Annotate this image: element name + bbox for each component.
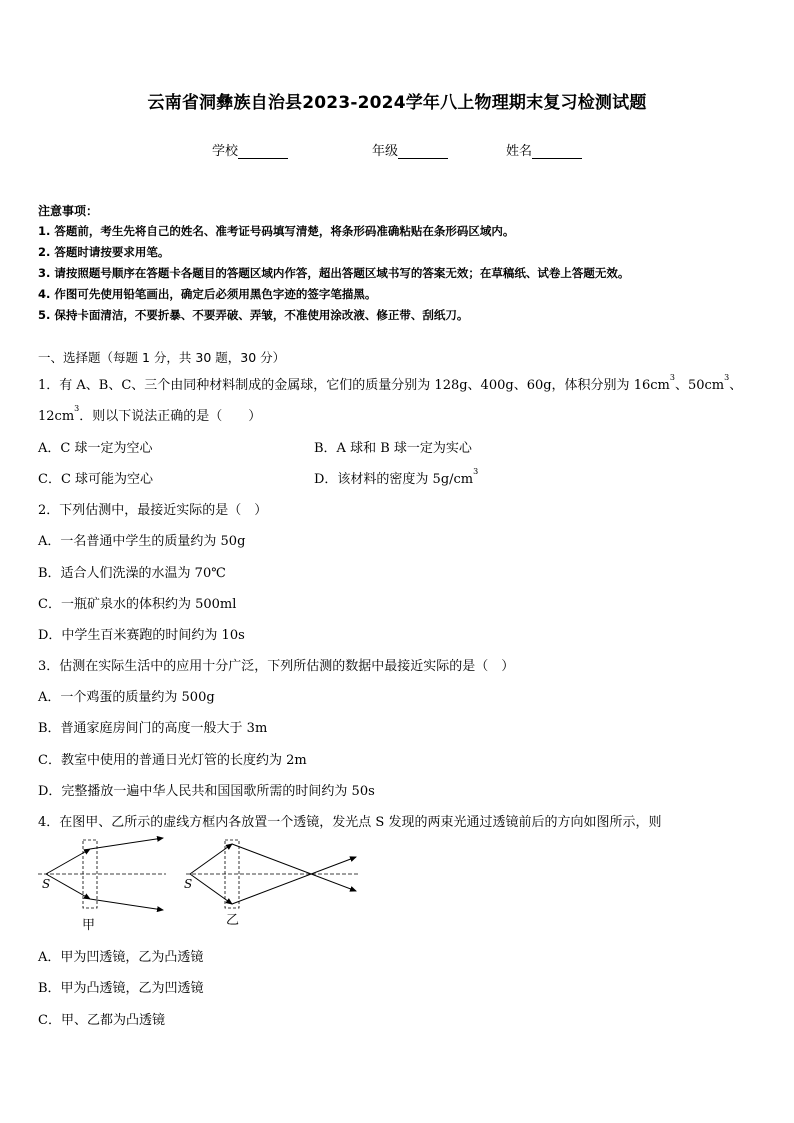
figure-yi — [186, 840, 360, 908]
q4-option-b[interactable]: B．甲为凸透镜，乙为凹透镜 — [38, 981, 204, 996]
notice-item: 3. 请按照题号顺序在答题卡各题目的答题区域内作答，超出答题区域书写的答案无效；在草稿纸、试卷上答题无效。 — [38, 266, 630, 280]
school-field — [212, 140, 288, 159]
q1-stem-line2: $12cm^3$．则以下说法正确的是（ ） — [38, 404, 262, 424]
exam-title: 云南省洞彝族自治县2023-2024学年八上物理期末复习检测试题 — [147, 93, 647, 113]
name-field — [506, 140, 582, 159]
school-label: 学校 — [212, 144, 239, 159]
q4-option-a[interactable]: A．甲为凹透镜，乙为凸透镜 — [38, 950, 204, 965]
q3-option-b[interactable]: B．普通家庭房间门的高度一般大于 3m — [38, 721, 268, 736]
source-s-right: S — [184, 877, 193, 891]
q3-option-a[interactable]: A．一个鸡蛋的质量约为 500g — [38, 690, 215, 705]
q4-stem: 4．在图甲、乙所示的虚线方框内各放置一个透镜，发光点 S 发现的两束光通过透镜前后的方向如图所示，则 — [38, 815, 662, 830]
school-blank[interactable] — [238, 144, 288, 159]
q2-option-b[interactable]: B．适合人们洗澡的水温为 70℃ — [38, 566, 226, 581]
q1-option-d[interactable]: D．该材料的密度为 $5g/cm^3$ — [314, 467, 479, 487]
q1-stem-line1: 1．有 A、B、C、三个由同种材料制成的金属球，它们的质量分别为 128g、400g、60g，体积分别为 $16cm^3$、$50cm^3$、 — [38, 373, 743, 393]
grade-blank[interactable] — [398, 144, 448, 159]
q2-option-d[interactable]: D．中学生百米赛跑的时间约为 10s — [38, 628, 245, 643]
q2-option-a[interactable]: A．一名普通中学生的质量约为 50g — [38, 534, 246, 549]
q3-option-c[interactable]: C．教室中使用的普通日光灯管的长度约为 2m — [38, 753, 307, 768]
grade-label: 年级 — [372, 144, 399, 159]
notice-item: 1. 答题前，考生先将自己的姓名、准考证号码填写清楚，将条形码准确粘贴在条形码区域内。 — [38, 224, 515, 238]
q3-option-d[interactable]: D．完整播放一遍中华人民共和国国歌所需的时间约为 50s — [38, 784, 375, 799]
name-label: 姓名 — [506, 144, 533, 159]
q1-option-c[interactable]: C．C 球可能为空心 — [38, 472, 154, 487]
q1-option-b[interactable]: B．A 球和 B 球一定为实心 — [314, 441, 472, 456]
grade-field — [372, 140, 448, 159]
label-jia: 甲 — [82, 918, 96, 933]
label-yi: 乙 — [226, 913, 240, 928]
q2-option-c[interactable]: C．一瓶矿泉水的体积约为 500ml — [38, 597, 237, 612]
section-title: 一、选择题（每题 1 分，共 30 题，30 分） — [38, 350, 286, 365]
lens-diagram — [38, 836, 368, 936]
notice-item: 5. 保持卡面清洁，不要折暴、不要弄破、弄皱，不准使用涂改液、修正带、刮纸刀。 — [38, 308, 469, 322]
notice-item: 2. 答题时请按要求用笔。 — [38, 245, 170, 259]
notice-item: 4. 作图可先使用铅笔画出，确定后必须用黑色字迹的签字笔描黑。 — [38, 287, 377, 301]
q2-stem: 2．下列估测中，最接近实际的是（ ） — [38, 503, 268, 518]
figure-jia — [38, 838, 166, 910]
q3-stem: 3．估测在实际生活中的应用十分广泛，下列所估测的数据中最接近实际的是（ ） — [38, 659, 515, 674]
source-s-left: S — [42, 877, 51, 891]
q4-option-c[interactable]: C．甲、乙都为凸透镜 — [38, 1013, 165, 1028]
notice-heading: 注意事项： — [38, 204, 99, 218]
name-blank[interactable] — [532, 144, 582, 159]
q1-option-a[interactable]: A．C 球一定为空心 — [38, 441, 153, 456]
